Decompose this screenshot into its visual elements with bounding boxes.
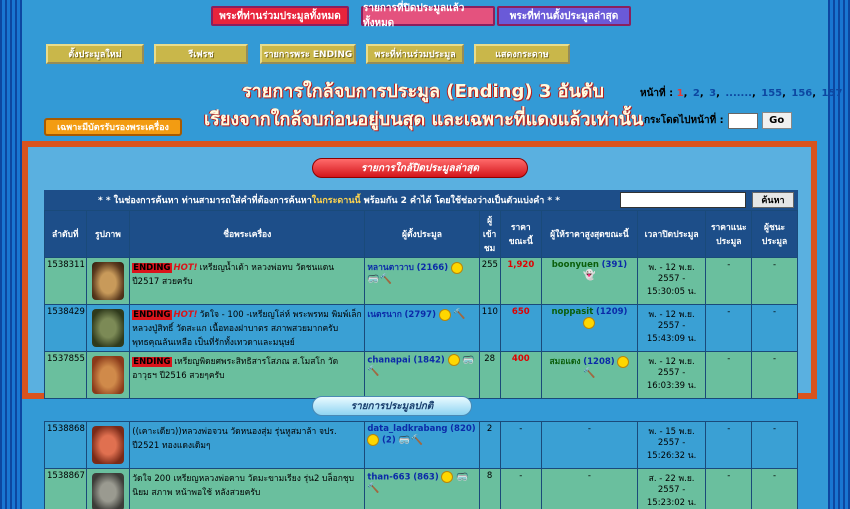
- row-thumbnail[interactable]: [86, 305, 130, 352]
- amulet-name-link[interactable]: เหรียญพิดยศพระสิทธิสารโสภณ ส.โมสโก วัดอาวุธฯ ปี2516 สวยๆครับ: [132, 357, 339, 381]
- table-row[interactable]: [45, 258, 798, 305]
- row-views: 2: [479, 422, 500, 469]
- row-views: 255: [479, 258, 500, 305]
- right-border-stripes: [828, 0, 850, 509]
- row-thumbnail[interactable]: [86, 469, 130, 509]
- row-close-time: พ. - 12 พ.ย. 2557 - 15:43:09 น.: [637, 305, 706, 352]
- seller-score: (820): [450, 424, 476, 434]
- row-top-bidder: [542, 305, 638, 352]
- row-id: 1538311: [45, 258, 87, 305]
- gavel-icon: 🔨: [583, 368, 596, 379]
- bidder-score: (1208): [583, 357, 615, 367]
- seller-link[interactable]: หลานตาวาบ: [367, 263, 414, 273]
- col-name: ชื่อพระเครื่อง: [130, 211, 365, 258]
- table-row[interactable]: [45, 422, 798, 469]
- row-seller: [365, 352, 479, 399]
- show-paper-button[interactable]: แสดงกระดาษ: [474, 44, 570, 64]
- col-views: ผู้เข้าชม: [479, 211, 500, 258]
- page-heading-line1: รายการใกล้จบการประมูล (Ending) 3 อันดับ: [242, 81, 604, 102]
- normal-section-title: รายการประมูลปกติ: [312, 396, 472, 416]
- page-heading-line2: เรียงจากใกล้จบก่อนอยู่บนสุด และเฉพาะที่แดงแล้วเท่านั้น: [204, 109, 644, 130]
- row-id: 1538868: [45, 422, 87, 469]
- ending-auctions-table: [44, 210, 798, 399]
- row-seller: [365, 305, 479, 352]
- seller-link[interactable]: เนตรนาก: [367, 310, 402, 320]
- row-close-time: พ. - 12 พ.ย. 2557 - 15:30:05 น.: [637, 258, 706, 305]
- row-views: 110: [479, 305, 500, 352]
- row-close-time: พ. - 12 พ.ย. 2557 - 16:03:39 น.: [637, 352, 706, 399]
- row-winner: -: [752, 352, 798, 399]
- badge-icon: 🥽: [462, 354, 475, 366]
- closed-auctions-button[interactable]: รายการที่ปิดประมูลแล้วทั้งหมด: [361, 6, 495, 26]
- row-top-bidder: -: [542, 422, 638, 469]
- seller-score: (863): [413, 472, 439, 483]
- row-winner: -: [752, 469, 798, 509]
- search-input[interactable]: [620, 192, 746, 208]
- amulet-image[interactable]: [92, 426, 124, 464]
- smiley-icon: [439, 309, 451, 321]
- gavel-icon: 🔨: [367, 366, 380, 377]
- col-top-bidder: ผู้ให้ราคาสูงสุดขณะนี้: [542, 211, 638, 258]
- row-id: 1537855: [45, 352, 87, 399]
- smiley-icon: [451, 262, 463, 274]
- table-row[interactable]: [45, 469, 798, 509]
- page-link[interactable]: 155: [761, 88, 783, 99]
- gavel-icon: 🔨: [379, 274, 393, 285]
- row-seller: [365, 258, 479, 305]
- my-latest-listings-button[interactable]: พระที่ท่านตั้งประมูลล่าสุด: [497, 6, 631, 26]
- row-suggested: -: [706, 352, 752, 399]
- page-jump-input[interactable]: [728, 113, 758, 129]
- page-link[interactable]: 3: [709, 88, 717, 99]
- ending-badge: ENDING: [133, 357, 171, 367]
- bidder-score: (391): [601, 260, 628, 270]
- row-suggested: -: [706, 305, 752, 352]
- row-price: -: [500, 469, 542, 509]
- my-participated-button[interactable]: พระที่ท่านร่วมประมูล: [366, 44, 464, 64]
- left-border-stripes: [0, 0, 22, 509]
- row-price: 650: [500, 305, 542, 352]
- page-jump: [644, 112, 792, 129]
- gavel-icon: 🔨: [367, 483, 380, 494]
- row-suggested: -: [706, 258, 752, 305]
- ending-badge: ENDING: [133, 310, 171, 320]
- page-current[interactable]: 1: [676, 88, 684, 99]
- row-top-bidder: [542, 352, 638, 399]
- row-winner: -: [752, 305, 798, 352]
- amulet-image[interactable]: [92, 356, 124, 394]
- col-seller: ผู้ตั้งประมูล: [365, 211, 479, 258]
- col-close-time: เวลาปิดประมูล: [637, 211, 706, 258]
- row-winner: -: [752, 422, 798, 469]
- badge-icon: 🥽: [398, 434, 411, 446]
- smiley-icon: [617, 356, 629, 368]
- col-suggested: ราคาแนะประมูล: [706, 211, 752, 258]
- row-top-bidder: -: [542, 469, 638, 509]
- row-top-bidder: [542, 258, 638, 305]
- table-header-row: [45, 211, 798, 258]
- amulet-image[interactable]: [92, 309, 124, 347]
- col-price: ราคาขณะนี้: [500, 211, 542, 258]
- table-row[interactable]: [45, 352, 798, 399]
- ending-section-title: รายการใกล้ปิดประมูลล่าสุด: [312, 158, 528, 178]
- row-views: 28: [479, 352, 500, 399]
- amulet-name-link[interactable]: วัดใจ 200 เหรียญหลวงพ่อคาบ วัดมะขามเรียง รุ่น2 บล็อกชุบนิยม สภาพ หน้าพอใช้ หลังสวยครับ: [132, 474, 355, 498]
- col-id: ลำดับที่: [45, 211, 87, 258]
- refresh-button[interactable]: รีเฟรช: [154, 44, 248, 64]
- hot-badge: HOT!: [173, 310, 198, 320]
- row-thumbnail[interactable]: [86, 352, 130, 399]
- amulet-name-link[interactable]: วัดใจ - 100 -เหรียญโล่ห์ พระพรหม พิมพ์เล็ก หลวงปู่สิทธิ์ วัดสะแก เนื้อทองฝาบาตร สภาพสวยมากครับ พุทธคุณล้นเหลือ เป็นที่รักทั้งเทวดาและมนุษย์: [132, 310, 362, 348]
- badge-icon: 🥽: [367, 274, 380, 285]
- gavel-icon: 🔨: [453, 309, 466, 320]
- row-thumbnail[interactable]: [86, 258, 130, 305]
- row-title[interactable]: [130, 422, 365, 469]
- row-id: 1538429: [45, 305, 87, 352]
- page-ellipsis: .......: [725, 88, 752, 99]
- search-bar: [44, 190, 798, 210]
- amulet-name-link[interactable]: ((เคาะเดียว))หลวงพ่อจวน วัดหนองสุ่ม รุ่นหูสมาล้า จปร. ปี2521 ทองแดงเดิมๆ: [132, 427, 337, 451]
- seller-score: (1842): [413, 355, 445, 366]
- smiley-icon: [448, 354, 460, 366]
- row-close-time: พ. - 15 พ.ย. 2557 - 15:26:32 น.: [637, 422, 706, 469]
- seller-link[interactable]: chanapai: [367, 355, 411, 366]
- new-auction-button[interactable]: ตั้งประมูลใหม่: [46, 44, 144, 64]
- certified-only-button[interactable]: เฉพาะมีบัตรรับรองพระเครื่อง: [44, 118, 182, 136]
- smiley-icon: [367, 434, 379, 446]
- row-price: 1,920: [500, 258, 542, 305]
- hot-badge: HOT!: [173, 263, 198, 273]
- page-link[interactable]: 2: [692, 88, 700, 99]
- row-price: 400: [500, 352, 542, 399]
- amulet-image[interactable]: [92, 473, 124, 509]
- my-bids-all-button[interactable]: พระที่ท่านร่วมประมูลทั้งหมด: [211, 6, 349, 26]
- badge-icon: 🥽: [456, 471, 469, 483]
- search-hint: * * ในช่องการค้นหา ท่านสามารถใส่คำที่ต้องการค้นหาในกระดานนี้ พร้อมกัน 2 คำได้ โดยใช้ช่องว่างเป็นตัวแบ่งคำ * *: [98, 196, 560, 206]
- ending-badge: ENDING: [133, 263, 171, 273]
- row-title[interactable]: [130, 469, 365, 509]
- seller-score: (2166): [416, 263, 449, 273]
- row-seller: [365, 422, 479, 469]
- bidder-link[interactable]: boonyuen: [551, 260, 599, 270]
- row-seller: [365, 469, 479, 509]
- ending-list-button[interactable]: รายการพระ ENDING: [260, 44, 356, 64]
- normal-auctions-table: [44, 421, 798, 509]
- table-row[interactable]: [45, 305, 798, 352]
- bidder-link[interactable]: noppasit: [551, 307, 594, 317]
- pagination-label: หน้าที่ :: [640, 88, 674, 99]
- amulet-image[interactable]: [92, 262, 124, 300]
- amulet-name-link[interactable]: เหรียญน้ำเต้า หลวงพ่อทบ วัดชนแดน ปี2517 สวยครับ: [132, 263, 335, 287]
- row-thumbnail[interactable]: [86, 422, 130, 469]
- gavel-icon: 🔨: [410, 434, 424, 446]
- page-content: [22, 0, 843, 509]
- bidder-avatar-icon: 👻: [583, 270, 596, 281]
- seller-link[interactable]: than-663: [367, 472, 411, 483]
- pagination: หน้าที่ : 1, 2, 3, ......., 155, 156, 157: [640, 88, 843, 99]
- row-price: -: [500, 422, 542, 469]
- smiley-icon: [441, 471, 453, 483]
- col-image: รูปภาพ: [86, 211, 130, 258]
- search-button[interactable]: ค้นหา: [752, 192, 794, 208]
- row-title[interactable]: [130, 305, 365, 352]
- row-title[interactable]: [130, 352, 365, 399]
- smiley-icon: [583, 317, 595, 329]
- bidder-score: (1209): [595, 307, 628, 317]
- seller-score: (2797): [404, 310, 436, 320]
- row-suggested: -: [706, 422, 752, 469]
- seller-link[interactable]: data_ladkrabang: [367, 424, 448, 434]
- row-winner: -: [752, 258, 798, 305]
- row-title[interactable]: [130, 258, 365, 305]
- go-button[interactable]: Go: [762, 112, 792, 129]
- seller-extra: (2): [382, 435, 396, 446]
- col-winner: ผู้ชนะประมูล: [752, 211, 798, 258]
- page-link[interactable]: 156: [791, 88, 813, 99]
- bidder-link[interactable]: สมอแดง: [549, 357, 581, 367]
- page-link[interactable]: 157: [821, 88, 843, 99]
- row-views: 8: [479, 469, 500, 509]
- page-jump-label: กระโดดไปหน้าที่ :: [644, 115, 724, 126]
- row-id: 1538867: [45, 469, 87, 509]
- row-suggested: -: [706, 469, 752, 509]
- row-close-time: ส. - 22 พ.ย. 2557 - 15:23:02 น.: [637, 469, 706, 509]
